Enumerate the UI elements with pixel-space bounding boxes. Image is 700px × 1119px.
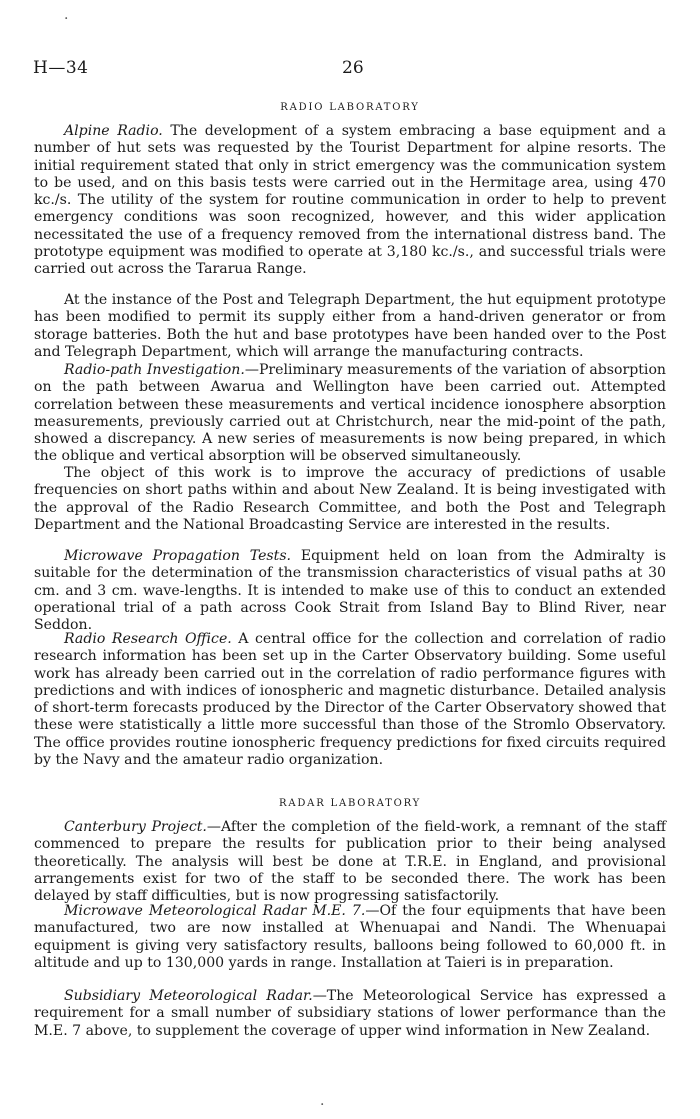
paragraph-text: The development of a system embracing a base equipment and a number of hut sets was requested by the Tourist Department for alpine resorts. The initial requirement stated that only in strict emergency was the communication system to be used, and on this basis tests were carried out in the Hermitage area, using 470 kc./s. The utility of the system for routine communication in order to help to prevent emergency conditions was soon recognized, however, and this wider application necessitated the use of a frequency removed from the international distress band. The prototype equipment was modified to operate at 3,180 kc./s., and successful trials were carried out across the Tararua Range. xyxy=(34,123,666,278)
section-heading-radio-laboratory: RADIO LABORATORY xyxy=(280,102,420,113)
scan-mark: · xyxy=(64,11,69,27)
paragraph-lead: Microwave Propagation Tests. xyxy=(64,548,292,564)
paragraph-lead: Subsidiary Meteorological Radar. xyxy=(64,988,313,1004)
section-heading-radar-laboratory: RADAR LABORATORY xyxy=(279,798,421,809)
paragraph-text: The object of this work is to improve the accuracy of predictions of usable frequencies on short paths within and about New Zealand. It is being investigated with the approval of the Radio Research Committee, and both the Post and Telegraph Department and the National Broadcasting Service are interested in the results. xyxy=(34,465,666,533)
paragraph-microwave-meteorological-radar xyxy=(34,903,666,972)
paragraph-text: —After the completion of the field-work, a remnant of the staff commenced to prepare the results for publication prior to their being analysed theoretically. The analysis will best be done at T.R.E. in England, and provisional arrangements exist for two of the staff to be seconded there. The work has been delayed by staff difficulties, but is now progressing satisfactorily. xyxy=(34,819,666,905)
document-reference: H—34 xyxy=(33,58,89,78)
paragraph-text: —Preliminary measurements of the variation of absorption on the path between Awarua and Wellington have been carried out. Attempted correlation between these measurements and vertical incidence ionosphere absorption measurements, previously carried out at Christchurch, near the mid-point of the path, showed a discrepancy. A new series of measurements is now being prepared, in which the oblique and vertical absorption will be observed simultaneously. xyxy=(34,362,667,465)
paragraph-text: —Of the four equipments that have been manufactured, two are now installed at Whenuapai and Nandi. The Whenuapai equipment is giving very satisfactory results, balloons being followed to 60,000 ft. in altitude and up to 130,000 yards in range. Installation at Taieri is in preparation. xyxy=(34,903,666,971)
paragraph-microwave-propagation xyxy=(34,548,666,634)
page-number: 26 xyxy=(342,58,364,78)
paragraph-subsidiary-meteorological-radar xyxy=(34,988,666,1040)
paragraph-hut-equipment xyxy=(34,292,666,361)
paragraph-lead: Radio-path Investigation. xyxy=(64,362,245,378)
paragraph-alpine-radio xyxy=(34,123,666,279)
paragraph-lead: Radio Research Office. xyxy=(64,631,232,647)
paragraph-lead: Microwave Meteorological Radar M.E. 7. xyxy=(64,903,366,919)
paragraph-predictions-objective xyxy=(34,465,666,534)
scan-mark: · xyxy=(320,1097,325,1113)
paragraph-canterbury-project xyxy=(34,819,666,905)
paragraph-radio-path-investigation xyxy=(34,362,666,466)
paragraph-lead: Canterbury Project. xyxy=(64,819,207,835)
paragraph-text: At the instance of the Post and Telegraph Department, the hut equipment prototype has been modified to permit its supply either from a hand-driven generator or from storage batteries. Both the hut and base prototypes have been handed over to the Post and Telegraph Department, which will arrange the manufacturing contracts. xyxy=(34,292,666,360)
paragraph-text: Equipment held on loan from the Admiralty is suitable for the determination of the transmission characteristics of visual paths at 30 cm. and 3 cm. wave-lengths. It is intended to make use of this to conduct an extended operational trial of a path across Cook Strait from Island Bay to Blind River, near Seddon. xyxy=(34,548,666,634)
paragraph-text: —The Meteorological Service has expressed a requirement for a small number of subsidiary stations of lower performance than the M.E. 7 above, to supplement the coverage of upper wind information in New Zealand. xyxy=(34,988,667,1039)
paragraph-text: A central office for the collection and correlation of radio research information has been set up in the Carter Observatory building. Some useful work has already been carried out in the correlation of radio performance figures with predictions and with indices of ionospheric and magnetic disturbance. Detailed analysis of short-term forecasts produced by the Director of the Carter Observatory showed that these were statistically a little more successful than those of the Stromlo Observatory. The office provides routine ionospheric frequency predictions for fixed circuits required by the Navy and the amateur radio organization. xyxy=(34,631,666,769)
paragraph-radio-research-office xyxy=(34,631,666,769)
paragraph-lead: Alpine Radio. xyxy=(64,123,163,139)
